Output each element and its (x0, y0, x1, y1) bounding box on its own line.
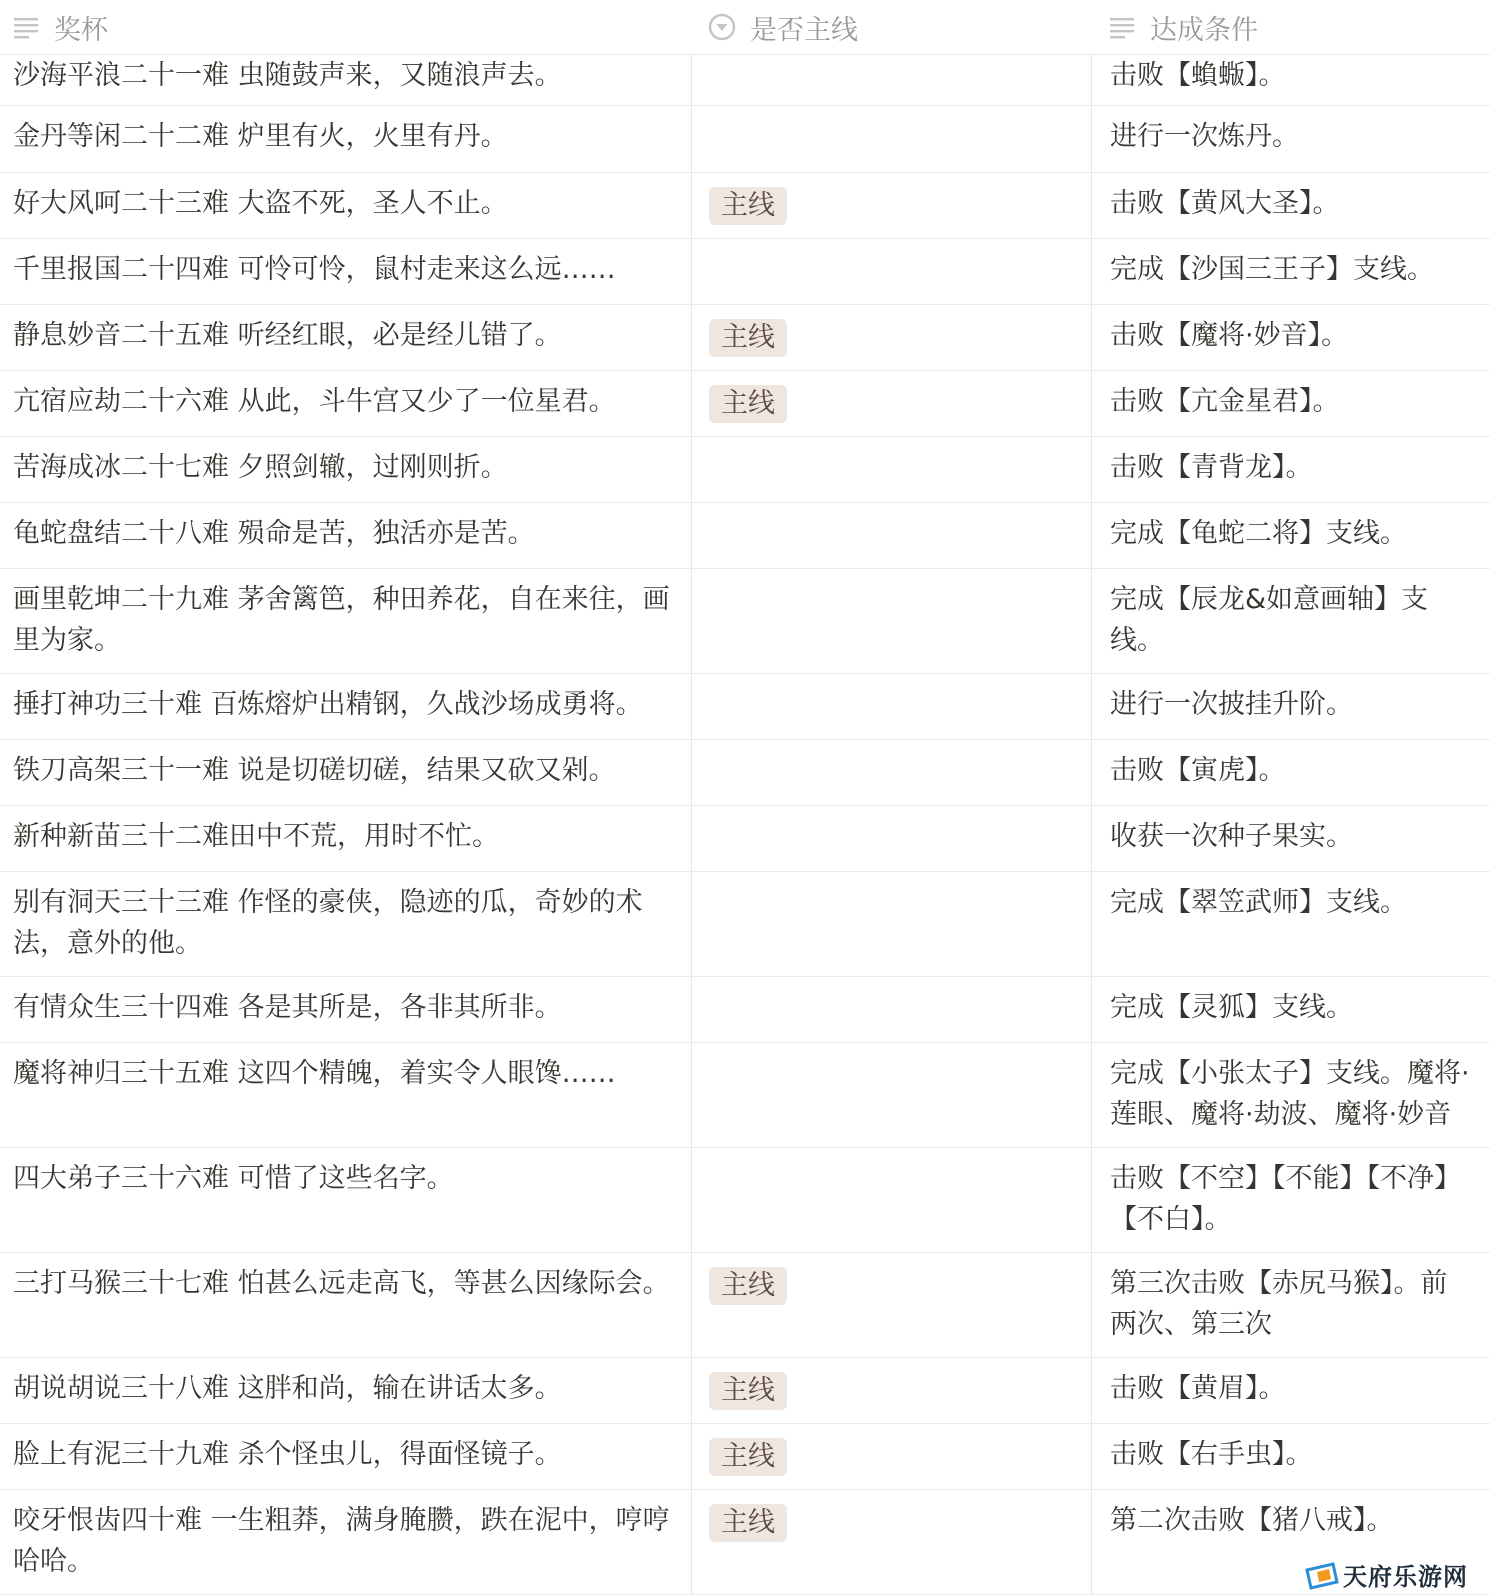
trophy-cell[interactable]: 亢宿应劫二十六难 从此，斗牛宫又少了一位星君。 (13, 386, 616, 417)
is-main-cell[interactable] (691, 1148, 1091, 1252)
table-row[interactable] (0, 503, 1490, 569)
is-main-cell[interactable] (691, 1490, 1091, 1594)
is-main-cell[interactable] (691, 239, 1091, 304)
table-body (0, 55, 1490, 1595)
trophy-cell[interactable]: 咬牙恨齿四十难 一生粗莽，满身腌臜，跌在泥中，哼哼哈哈。 (13, 1505, 670, 1577)
condition-cell[interactable]: 击败【不空】【不能】【不净】【不白】。 (1091, 1148, 1490, 1252)
condition-cell[interactable]: 进行一次披挂升阶。 (1091, 674, 1490, 739)
condition-cell[interactable]: 完成【龟蛇二将】支线。 (1091, 503, 1490, 568)
trophy-cell[interactable]: 金丹等闲二十二难 炉里有火，火里有丹。 (13, 121, 508, 152)
is-main-cell[interactable] (691, 503, 1091, 568)
main-line-tag: 主线 (709, 1504, 787, 1542)
table-row[interactable] (0, 371, 1490, 437)
is-main-cell[interactable] (691, 371, 1091, 436)
trophy-cell[interactable]: 魔将神归三十五难 这四个精魄，着实令人眼馋…… (13, 1058, 616, 1089)
table-row[interactable] (0, 437, 1490, 503)
trophy-cell[interactable]: 胡说胡说三十八难 这胖和尚，输在讲话太多。 (13, 1373, 562, 1404)
table-row[interactable] (0, 872, 1490, 977)
trophy-cell[interactable]: 三打马猴三十七难 怕甚么远走高飞，等甚么因缘际会。 (13, 1268, 670, 1299)
main-line-tag: 主线 (709, 1438, 787, 1476)
table-row[interactable] (0, 106, 1490, 173)
trophy-cell[interactable]: 好大风呵二十三难 大盗不死，圣人不止。 (13, 188, 508, 219)
trophy-cell[interactable]: 画里乾坤二十九难 茅舍篱笆，种田养花，自在来往，画里为家。 (13, 584, 670, 656)
column-header-label: 奖杯 (54, 14, 108, 46)
main-line-tag: 主线 (709, 385, 787, 423)
trophy-cell[interactable]: 四大弟子三十六难 可惜了这些名字。 (13, 1163, 454, 1194)
is-main-cell[interactable] (691, 740, 1091, 805)
watermark-text: 天府乐游网 (1343, 1563, 1468, 1591)
trophy-cell[interactable]: 沙海平浪二十一难 虫随鼓声来，又随浪声去。 (13, 60, 562, 91)
table-row[interactable] (0, 1358, 1490, 1424)
trophy-cell[interactable]: 有情众生三十四难 各是其所是，各非其所非。 (13, 992, 562, 1023)
table-row[interactable] (0, 55, 1490, 106)
is-main-cell[interactable] (691, 437, 1091, 502)
is-main-cell[interactable] (691, 1358, 1091, 1423)
select-property-icon (708, 13, 736, 41)
table-row[interactable] (0, 1253, 1490, 1358)
is-main-cell[interactable] (691, 872, 1091, 976)
main-line-tag: 主线 (709, 1372, 787, 1410)
condition-cell[interactable]: 击败【黄风大圣】。 (1091, 173, 1490, 238)
is-main-cell[interactable] (691, 977, 1091, 1042)
condition-cell[interactable]: 完成【小张太子】支线。魔将·莲眼、魔将·劫波、魔将·妙音 (1091, 1043, 1490, 1147)
condition-cell[interactable]: 第三次击败【赤尻马猴】。前两次、第三次 (1091, 1253, 1490, 1357)
trophy-cell[interactable]: 别有洞天三十三难 作怪的豪侠，隐迹的瓜，奇妙的术法，意外的他。 (13, 887, 643, 959)
is-main-cell[interactable] (691, 569, 1091, 673)
site-logo-icon (1303, 1560, 1343, 1590)
trophy-cell[interactable]: 龟蛇盘结二十八难 殒命是苦，独活亦是苦。 (13, 518, 535, 549)
condition-cell[interactable]: 完成【沙国三王子】支线。 (1091, 239, 1490, 304)
text-property-icon (12, 13, 40, 41)
condition-cell[interactable]: 完成【辰龙&如意画轴】支线。 (1091, 569, 1490, 673)
is-main-cell[interactable] (691, 1424, 1091, 1489)
is-main-cell[interactable] (691, 173, 1091, 238)
condition-cell[interactable]: 击败【亢金星君】。 (1091, 371, 1490, 436)
table-row[interactable] (0, 740, 1490, 806)
table-row[interactable] (0, 977, 1490, 1043)
table-row[interactable] (0, 674, 1490, 740)
condition-cell[interactable]: 收获一次种子果实。 (1091, 806, 1490, 871)
is-main-cell[interactable] (691, 55, 1091, 105)
condition-cell[interactable]: 完成【灵狐】支线。 (1091, 977, 1490, 1042)
column-header-is-main[interactable] (708, 0, 858, 54)
trophy-cell[interactable]: 苦海成冰二十七难 夕照剑辙，过刚则折。 (13, 452, 508, 483)
table-row[interactable] (0, 1490, 1490, 1595)
is-main-cell[interactable] (691, 1253, 1091, 1357)
trophy-cell[interactable]: 新种新苗三十二难田中不荒，用时不忙。 (13, 821, 499, 852)
is-main-cell[interactable] (691, 1043, 1091, 1147)
main-line-tag: 主线 (709, 187, 787, 225)
column-header-trophy[interactable] (12, 0, 108, 54)
condition-cell[interactable]: 第二次击败【猪八戒】。 (1091, 1490, 1490, 1594)
table-row[interactable] (0, 239, 1490, 305)
condition-cell[interactable]: 击败【魔将·妙音】。 (1091, 305, 1490, 370)
main-line-tag: 主线 (709, 319, 787, 357)
table-row[interactable] (0, 806, 1490, 872)
column-header-label: 是否主线 (750, 14, 858, 46)
table-row[interactable] (0, 1043, 1490, 1148)
condition-cell[interactable]: 击败【蝜蝂】。 (1091, 55, 1490, 105)
table-row[interactable] (0, 305, 1490, 371)
trophy-cell[interactable]: 铁刀高架三十一难 说是切磋切磋，结果又砍又剁。 (13, 755, 616, 786)
column-header-condition[interactable] (1108, 0, 1258, 54)
is-main-cell[interactable] (691, 106, 1091, 172)
condition-cell[interactable]: 完成【翠笠武师】支线。 (1091, 872, 1490, 976)
main-line-tag: 主线 (709, 1267, 787, 1305)
trophy-cell[interactable]: 千里报国二十四难 可怜可怜，鼠村走来这么远…… (13, 254, 616, 285)
table-header (0, 0, 1490, 55)
is-main-cell[interactable] (691, 806, 1091, 871)
table-row[interactable] (0, 1424, 1490, 1490)
is-main-cell[interactable] (691, 305, 1091, 370)
condition-cell[interactable]: 击败【寅虎】。 (1091, 740, 1490, 805)
condition-cell[interactable]: 击败【右手虫】。 (1091, 1424, 1490, 1489)
condition-cell[interactable]: 击败【黄眉】。 (1091, 1358, 1490, 1423)
trophy-cell[interactable]: 静息妙音二十五难 听经红眼，必是经儿错了。 (13, 320, 562, 351)
table-row[interactable] (0, 569, 1490, 674)
condition-cell[interactable]: 进行一次炼丹。 (1091, 106, 1490, 172)
text-property-icon (1108, 13, 1136, 41)
trophy-cell[interactable]: 捶打神功三十难 百炼熔炉出精钢，久战沙场成勇将。 (13, 689, 643, 720)
condition-cell[interactable]: 击败【青背龙】。 (1091, 437, 1490, 502)
table-row[interactable] (0, 173, 1490, 239)
trophy-cell[interactable]: 脸上有泥三十九难 杀个怪虫儿，得面怪镜子。 (13, 1439, 562, 1470)
table-row[interactable] (0, 1148, 1490, 1253)
watermark (1303, 1557, 1468, 1592)
is-main-cell[interactable] (691, 674, 1091, 739)
column-header-label: 达成条件 (1150, 14, 1258, 46)
